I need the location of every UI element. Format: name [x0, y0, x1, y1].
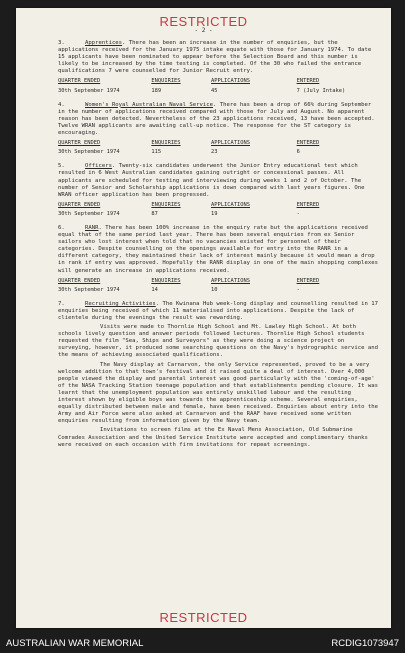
paragraph-7-carnarvon: The Navy display at Carnarvon, the only Service represented, proved to be a very welcome addition to that town's festival and it raised quite a deal of interest. Over 4,000 people viewed the display and parental interest was good particularly with the 'coming-of-age' of the NASA Tracking Station teenage population and that establishments pending closure. It was learnt that the unemployment population was entirely unskilled labour and the resulting interest shown by eligible boys was towards the apprenticeship scheme. Several enquiries, equally distributed between male and female, have been received. Enquiries about entry into the Army and Air Force were also asked at Carnarvon and the RAAF have received some written enquiries resulting from information given by the Navy team.	[58, 361, 378, 425]
paragraph-3: 3. Apprentices. There has been an increase in the number of enquiries, but the applications received for the January 1975 intake equate with those for January 1974. To date 15 applicants have been nominated to appear before the Selection Board and this number is likely to be increased by the time testing is completed. Of the 30 who failed the entrance qualifications 7 were counselled for Junior Recruit entry.	[58, 40, 372, 75]
table-wran	[58, 140, 378, 157]
paragraph-7-school-visits: Visits were made to Thornlie High School and Mt. Lawley High School. At both schools lively question and answer periods followed lectures. Thornlie High School students requested the film "Sea, Ships and Surveyors" as they were doing a science project on surveying, however, it produced some searching questions on the Navy's hydrographic service and the means of achieving associated qualifications.	[58, 324, 378, 359]
table-row: 30th September 1974 189 45 7 (July Intake)	[58, 87, 346, 94]
restricted-stamp-top: RESTRICTED	[159, 14, 248, 29]
heading-ranr: RANR	[85, 224, 99, 231]
paragraph-5: 5. Officers. Twenty-six candidates underwent the Junior Entry educational test which resulted in 6 West Australian candidates gaining outright or concessional passes. All applicants are scheduled for testing and interviewing during weeks 1 and 2 of October. The number of Senior and Scholarship applications is down compared with last years figures. One WRAN officer application has been progressed.	[58, 163, 365, 198]
document-page	[16, 8, 391, 628]
heading-officers: Officers	[85, 163, 112, 170]
restricted-stamp-bottom: RESTRICTED	[159, 610, 248, 625]
heading-recruiting-activities: Recruiting Activities	[85, 300, 156, 307]
table-row: 30th September 1974 115 23 6	[58, 149, 300, 156]
table-officers	[58, 202, 378, 219]
table-row: 30th September 1974 87 19 -	[58, 210, 300, 217]
archive-footer	[0, 631, 405, 653]
page-number: - 2 -	[194, 27, 213, 34]
table-row: 30th September 1974 14 10 -	[58, 286, 300, 293]
table-header-row: QUARTER ENDED ENQUIRIES APPLICATIONS ENTERED	[58, 140, 320, 147]
table-apprentices	[58, 78, 378, 95]
table-header-row: QUARTER ENDED ENQUIRIES APPLICATIONS ENTERED	[58, 78, 320, 85]
record-id: RCDIG1073947	[331, 638, 399, 649]
paragraph-6: 6. RANR. There has been 100% increase in the enquiry rate but the applications received equal that of the same period last year. There has been several enquiries from ex Senior sailors who lost interest when told that no vacancies existed for personnel of their categories. Despite counselling on the openings available for entry into the RANR in a different category, they maintained their lack of interest mainly because it would mean a drop in rank if entry was approved. Hopefully the RANR display in one of the main shopping complexes will generate an increase in applications received.	[58, 224, 378, 274]
table-ranr	[58, 278, 378, 295]
table-header-row: QUARTER ENDED ENQUIRIES APPLICATIONS ENTERED	[58, 277, 320, 284]
archive-name: AUSTRALIAN WAR MEMORIAL	[6, 638, 144, 649]
heading-apprentices: Apprentices	[85, 40, 123, 46]
paragraph-7-film-invitations: Invitations to screen films at the Ex Naval Mens Association, Old Submarine Comrades Association and the United Service Institute were accepted and complimentary thanks were received on each occasion with firm invitations for repeat screenings.	[58, 427, 368, 448]
heading-wran: Women's Royal Australian Naval Service	[85, 101, 213, 108]
table-header-row: QUARTER ENDED ENQUIRIES APPLICATIONS ENTERED	[58, 201, 320, 208]
document-body	[58, 40, 378, 451]
paragraph-7: 7. Recruiting Activities. The Kwinana Hub week-long display and counselling resulted in 17 enquiries being received of which 11 materialised into applications. Despite the lack of clientele during the evenings the result was rewarding.	[58, 300, 379, 321]
paragraph-4: 4. Women's Royal Australian Naval Service. There has been a drop of 66% during September in the number of applications received compared with those for July and August. No apparent reason has been detected. Nevertheless of the 23 applications received, 13 have been accepted. Twelve WRAN applicants are awaiting call-up notice. The response for the ST category is encouraging.	[58, 101, 375, 137]
